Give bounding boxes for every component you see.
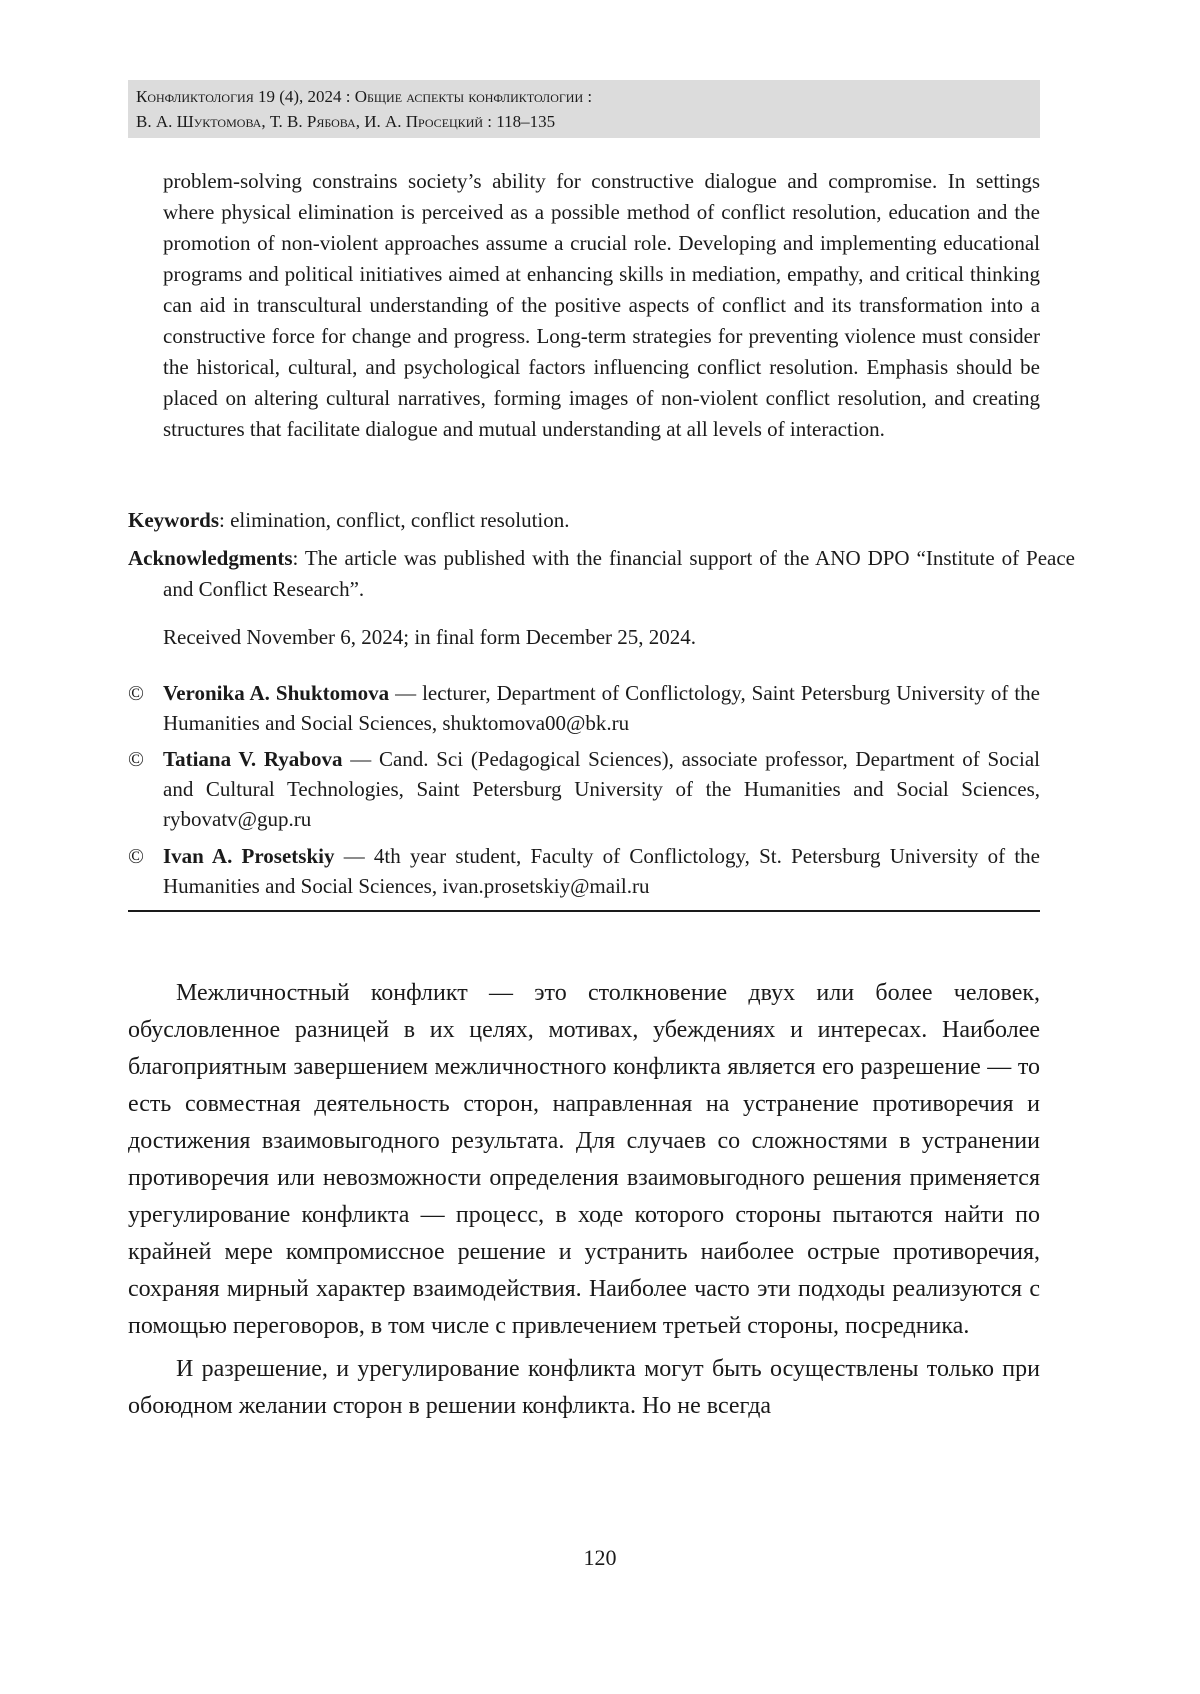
section-divider xyxy=(128,910,1040,912)
abstract-continuation: problem-solving constrains society’s ability for constructive dialogue and compromise. In settings where physical elimination is perceived as a possible method of conflict resolution, education and the promotion of non-violent approaches assume a crucial role. Developing and implementing educational programs and political initiatives aimed at enhancing skills in mediation, empathy, and critical thinking can aid in transcultural understanding of the positive aspects of conflict and its transformation into a constructive force for change and progress. Long-term strategies for preventing violence must consider the historical, cultural, and psychological factors influencing conflict resolution. Emphasis should be placed on altering cultural narratives, forming images of non-violent conflict resolution, and creating structures that facilitate dialogue and mutual understanding at all levels of interaction. xyxy=(163,169,1040,441)
author-info: — 4th year student, Faculty of Conflictology, St. Petersburg University of the Humanities and Social Sciences, ivan.prosetskiy@mail.ru xyxy=(163,844,1040,898)
author-info: — lecturer, Department of Conflictology, Saint Petersburg University of the Humanities and Social Sciences, shuktomova00@bk.ru xyxy=(163,681,1040,735)
author-name: Veronika A. Shuktomova xyxy=(163,681,390,705)
received-dates: Received November 6, 2024; in final form December 25, 2024. xyxy=(163,625,697,649)
page-number: 120 xyxy=(583,1545,617,1570)
acknowledgments-text: : The article was published with the financial support of the ANO DPO “Institute of Peace and Conflict Research”. xyxy=(163,546,1075,601)
running-header-line-2: В. А. Шуктомова, Т. В. Рябова, И. А. Просецкий : 118–135 xyxy=(136,112,556,131)
author-entry xyxy=(128,841,1040,901)
running-header xyxy=(128,80,1040,138)
acknowledgments-label: Acknowledgments xyxy=(128,546,293,570)
author-entry xyxy=(128,678,1040,738)
paragraph: Межличностный конфликт — это столкновение двух или более человек, обусловленное разницей в их целях, мотивах, убеждениях и интересах. Наиболее благоприятным завершением межличностного конфликта является его разрешение — то есть совместная деятельность сторон, направленная на устранение противоречия и достижения взаимовыгодного результата. Для случаев со сложностями в устранении противоречия или невозможности определения взаимовыгодного решения применяется урегулирование конфликта — процесс, в ходе которого стороны пытаются найти по крайней мере компромиссное решение и устранить наиболее острые противоречия, сохраняя мирный характер взаимодействия. Наиболее часто эти подходы реализуются с помощью переговоров, в том числе с привлечением третьей стороны, посредника. xyxy=(128,980,1040,1339)
author-name: Tatiana V. Ryabova xyxy=(163,747,343,771)
copyright-symbol: © xyxy=(128,747,144,771)
copyright-symbol: © xyxy=(128,681,144,705)
author-info: — Cand. Sci (Pedagogical Sciences), associate professor, Department of Social and Cultural Technologies, Saint Petersburg University of the Humanities and Social Sciences, rybovatv@gup.ru xyxy=(163,747,1040,831)
keywords-label: Keywords xyxy=(128,508,219,532)
author-name: Ivan A. Prosetskiy xyxy=(163,844,335,868)
author-entry xyxy=(128,744,1040,834)
main-text xyxy=(128,975,1040,1431)
paragraph: И разрешение, и урегулирование конфликта могут быть осуществлены только при обоюдном желании сторон в решении конфликта. Но не всегда xyxy=(128,1356,1040,1419)
running-header-line-1: Конфликтология 19 (4), 2024 : Общие аспекты конфликтологии : xyxy=(136,87,593,106)
keywords-text: : elimination, conflict, conflict resolution. xyxy=(219,508,570,532)
acknowledgments xyxy=(128,543,1075,605)
keywords xyxy=(128,505,1075,536)
copyright-symbol: © xyxy=(128,844,144,868)
